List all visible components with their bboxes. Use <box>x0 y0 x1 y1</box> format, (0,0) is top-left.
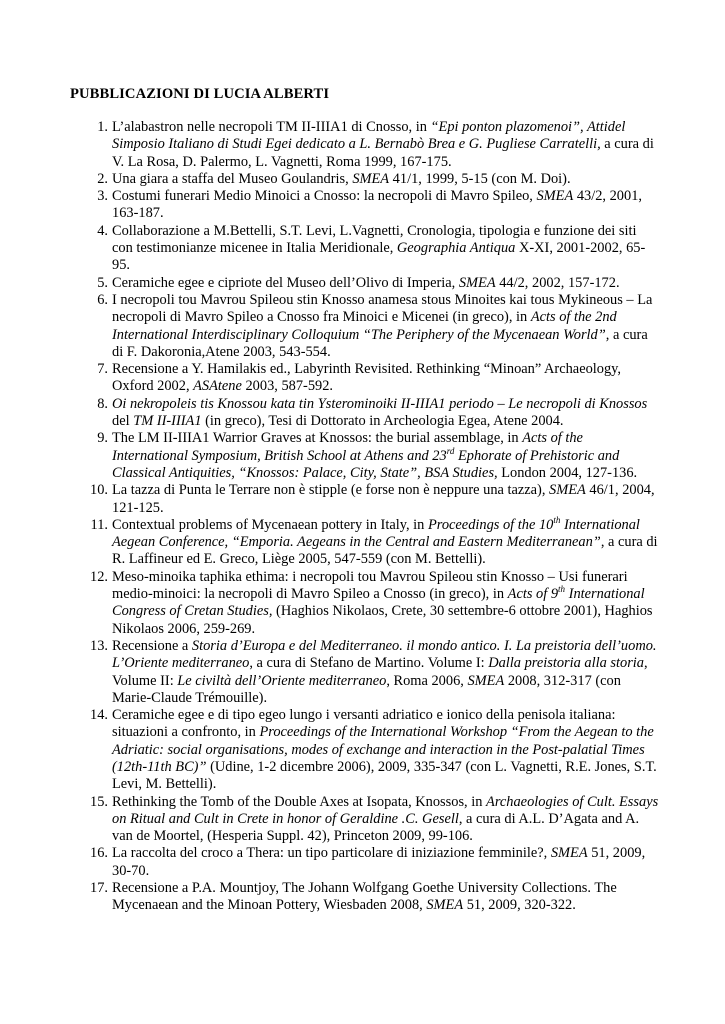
publication-text: (Haghios Nikolaos, Crete, 30 settembre-6 ottobre 2001), Haghios Nikolaos 2006, 259-269. <box>112 603 653 637</box>
publication-number: 12. <box>90 568 108 585</box>
publication-item <box>0 517 660 569</box>
publication-item <box>0 171 660 188</box>
publication-text: 51, 2009, 320-322. <box>463 897 576 914</box>
publication-item <box>0 794 660 846</box>
publication-text: 2003, 587-592. <box>241 378 334 395</box>
italic-text: Acts of 9 <box>507 586 559 603</box>
publication-text: 2008, 312-317 (con Marie-Claude Trémouille). <box>112 672 621 706</box>
publication-number: 17. <box>90 880 108 897</box>
publication-text: Una giara a staffa del Museo Goulandris, <box>112 170 353 187</box>
publication-text: Ceramiche egee e cipriote del Museo dell’Olivo di Imperia, <box>112 274 459 291</box>
italic-text: Le civiltà dell’Oriente mediterraneo <box>177 672 387 689</box>
publication-text: , Volume II: <box>112 655 648 689</box>
publication-item <box>0 707 660 793</box>
italic-text: Oi nekropoleis tis Knossou kata tin Ysterominoiki II-IIIA1 periodo – Le necropoli di Knossos <box>112 395 648 412</box>
publication-number: 14. <box>90 707 108 724</box>
publication-text: , a cura di Stefano de Martino. Volume I: <box>249 655 489 672</box>
superscript-text: th <box>553 515 561 526</box>
publication-number: 9. <box>97 430 108 447</box>
publication-text: Recensione a P.A. Mountjoy, The Johann Wolfgang Goethe University Collections. The Mycenaean and the Minoan Pottery, Wiesbaden 2008, <box>112 880 617 914</box>
publication-text: La raccolta del croco a Thera: un tipo particolare di iniziazione femminile?, <box>112 845 551 862</box>
publication-text: Contextual problems of Mycenaean pottery in Italy, in <box>112 516 428 533</box>
publication-item <box>0 292 660 361</box>
publication-item <box>0 275 660 292</box>
publication-item <box>0 845 660 880</box>
publication-item <box>0 430 660 482</box>
publication-text: 51, 2009, 30-70. <box>112 845 646 879</box>
publication-text: 43/2, 2001, 163-187. <box>112 188 642 222</box>
publication-number: 8. <box>97 395 108 412</box>
publication-text: a cura di V. La Rosa, D. Palermo, L. Vagnetti, Roma 1999, 167-175. <box>112 136 654 170</box>
italic-text: Dalla preistoria alla storia <box>488 655 644 672</box>
publication-text: del <box>112 413 134 430</box>
italic-text: SMEA <box>467 672 505 689</box>
publication-item <box>0 482 660 517</box>
publication-number: 3. <box>97 188 108 205</box>
italic-text: SMEA <box>426 897 464 914</box>
publication-text: 41/1, 1999, 5-15 (con M. Doi). <box>389 170 571 187</box>
publication-number: 13. <box>90 637 108 654</box>
publication-text: , <box>417 464 425 481</box>
italic-text: SMEA <box>536 188 574 205</box>
publication-number: 2. <box>97 170 108 187</box>
publication-text: L’alabastron nelle necropoli TM II-IIIA1 di Cnosso, in <box>112 119 431 135</box>
publication-text: , Roma 2006, <box>386 672 468 689</box>
publication-text: I necropoli tou Mavrou Spileou stin Knosso anamesa stous Minoites kai tous Mykineous – La necropoli di Mavro Spileo a Cnosso fra Minoici e Micenei (in greco), in <box>112 291 653 326</box>
italic-text: Ephorate of Prehistoric and Classical Antiquities, “Knossos: Palace, City, State” <box>112 447 620 481</box>
italic-text: Storia d’Europa e del Mediterraneo. il mondo antico. I. La preistoria dell’uomo. L’Oriente mediterraneo <box>112 637 657 672</box>
publication-text: Recensione a <box>112 637 192 654</box>
publication-text: Collaborazione a M.Bettelli, S.T. Levi, L.Vagnetti, Cronologia, tipologia e funzione dei siti con testimonianze micenee in Italia Meridionale, <box>112 222 637 257</box>
publication-number: 6. <box>97 291 108 308</box>
publication-item <box>0 188 660 223</box>
italic-text: SMEA <box>549 482 586 499</box>
publication-text: 46/1, 2004, 121-125. <box>112 482 655 516</box>
italic-text: Proceedings of the 10 <box>427 516 554 533</box>
publication-text: a cura di F. Dakoronia,Atene 2003, 543-554. <box>112 326 648 360</box>
publication-number: 15. <box>90 793 108 810</box>
publication-item <box>0 119 660 171</box>
italic-text: International Congress of Cretan Studies, <box>112 586 645 620</box>
publication-text: London 2004, 127-136. <box>497 464 638 481</box>
italic-text: International Aegean Conference, “Emporia. Aegeans in the Central and Eastern Mediterranean” <box>112 516 640 551</box>
publication-number: 1. <box>97 119 108 135</box>
italic-text: Archaeologies of Cult. Essays on Ritual and Cult in Crete in honor of Geraldine .C. Gesell <box>112 793 659 827</box>
italic-text: “Epi ponton plazomenoi”, Attidel Simposio Italiano di Studi Egei dedicato a L. Bernabò Brea e G. Pugliese Carratelli, <box>112 119 626 153</box>
publication-item <box>0 569 660 638</box>
italic-text: Geographia Antiqua <box>396 240 516 257</box>
publication-number: 16. <box>90 845 108 862</box>
publication-text: The LM II-IIIA1 Warrior Graves at Knossos: the burial assemblage, in <box>112 430 523 447</box>
publication-text: (in greco), Tesi di Dottorato in Archeologia Egea, Atene 2004. <box>201 413 564 430</box>
publication-text: 44/2, 2002, 157-172. <box>495 274 620 291</box>
italic-text: Proceedings of the International Workshop “From the Aegean to the Adriatic: social organisations, modes of exchange and interaction in the Post-palatial Times (12th-11th BC)” <box>112 724 654 775</box>
publication-text: La tazza di Punta le Terrare non è stipple (e forse non è neppure una tazza), <box>112 482 550 499</box>
publication-text: (Udine, 1-2 dicembre 2006), 2009, 335-347 (con L. Vagnetti, R.E. Jones, S.T. Levi, M. Bettelli). <box>112 758 657 793</box>
publication-text: , a cura di R. Laffineur ed E. Greco, Liège 2005, 547-559 (con M. Bettelli). <box>112 534 658 568</box>
publication-item <box>0 396 660 431</box>
italic-text: Acts of the 2nd International Interdisciplinary Colloquium “The Periphery of the Mycenaean World”, <box>112 309 617 343</box>
publication-item <box>0 880 660 915</box>
publication-text: Meso-minoika taphika ethima: i necropoli tou Mavrou Spileou stin Knosso – Usi funerari medio-minoici: la necropoli di Mavro Spileo a Cnosso (in greco), in <box>112 568 628 603</box>
publication-item <box>0 638 660 707</box>
publication-text: Ceramiche egee e di tipo egeo lungo i versanti adriatico e ionico della penisola italiana: situazioni a confronto, in <box>112 707 616 741</box>
publication-number: 5. <box>97 274 108 291</box>
superscript-text: rd <box>446 445 455 456</box>
publication-text: Recensione a Y. Hamilakis ed., Labyrinth Revisited. Rethinking “Minoan” Archaeology, Oxford 2002, <box>112 361 622 395</box>
publication-number: 11. <box>90 516 108 533</box>
italic-text: Acts of the International Symposium, British School at Athens and 23 <box>112 430 583 464</box>
italic-text: ASAtene <box>193 378 242 395</box>
publication-list <box>0 119 725 915</box>
italic-text: TM II-IIIA1 <box>133 413 202 430</box>
italic-text: SMEA <box>352 170 390 187</box>
publication-text: Costumi funerari Medio Minoici a Cnosso: la necropoli di Mavro Spileo, <box>112 188 537 205</box>
italic-text: BSA Studies, <box>424 464 498 481</box>
publication-number: 4. <box>97 222 108 239</box>
publication-item <box>0 223 660 275</box>
italic-text: SMEA <box>550 845 588 862</box>
publication-item <box>0 361 660 396</box>
publication-number: 7. <box>97 361 108 378</box>
page-title: PUBBLICAZIONI DI LUCIA ALBERTI <box>70 86 330 102</box>
italic-text: SMEA <box>458 274 496 291</box>
publication-text: , a cura di A.L. D’Agata and A. van de Moortel, (Hesperia Suppl. 42), Princeton 2009, 99-106. <box>112 810 640 845</box>
publication-text: X-XI, 2001-2002, 65-95. <box>112 240 646 274</box>
publication-number: 10. <box>90 482 108 499</box>
superscript-text: th <box>558 584 566 595</box>
publication-text: Rethinking the Tomb of the Double Axes at Isopata, Knossos, in <box>112 793 487 810</box>
